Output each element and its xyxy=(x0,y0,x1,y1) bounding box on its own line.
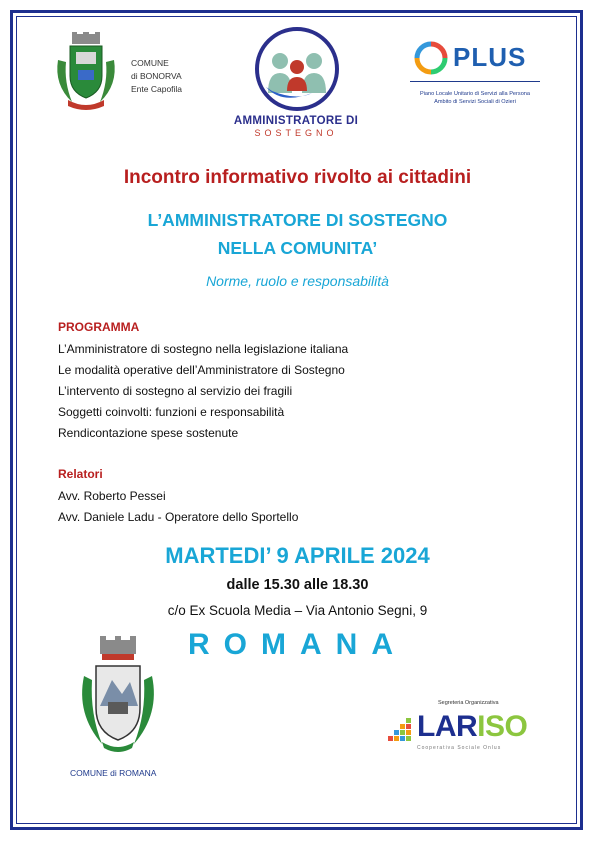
plus-subtitle xyxy=(410,90,540,106)
lariso-head: LAR xyxy=(417,710,478,743)
programma-item: Le modalità operative dell’Amministratore di Sostegno xyxy=(58,363,345,377)
plus-divider xyxy=(410,81,540,82)
event-town: ROMANA xyxy=(188,628,407,661)
event-date: MARTEDI’ 9 APRILE 2024 xyxy=(165,543,430,568)
programma-item: Rendicontazione spese sostenute xyxy=(58,426,239,440)
event-title-line1: L’AMMINISTRATORE DI SOSTEGNO xyxy=(147,210,448,230)
plus-subtitle-line: Piano Locale Unitario di Servizi alla Persona xyxy=(419,91,531,97)
comune-romana-text: COMUNE di ROMANA xyxy=(70,768,157,778)
bonorva-coat-of-arms xyxy=(50,30,122,114)
logo-title: AMMINISTRATORE DI xyxy=(233,115,359,127)
intro-heading: Incontro informativo rivolto ai cittadini xyxy=(123,167,472,188)
amministratore-logo-icon xyxy=(252,25,342,113)
comune-bonorva-text xyxy=(131,57,182,96)
relatore-item: Avv. Roberto Pessei xyxy=(58,489,166,503)
event-title-line2: NELLA COMUNITA’ xyxy=(217,238,378,258)
amministratore-logo-caption xyxy=(226,115,366,138)
programma-item: L’Amministratore di sostegno nella legislazione italiana xyxy=(58,342,349,356)
event-subtitle: Norme, ruolo e responsabilità xyxy=(206,273,389,289)
programma-item: L’intervento di sostegno al servizio dei fragili xyxy=(58,384,293,398)
plus-subtitle-line: Ambito di Servizi Sociali di Ozieri xyxy=(434,99,516,105)
programma-heading: PROGRAMMA xyxy=(58,320,140,334)
programma-item: Soggetti coinvolti: funzioni e responsabilità xyxy=(58,405,285,419)
lariso-subtitle: Cooperativa Sociale Onlus xyxy=(417,745,502,751)
segreteria-label: Segreteria Organizzativa xyxy=(438,700,499,706)
event-time: dalle 15.30 alle 18.30 xyxy=(226,577,369,593)
comune-line: di BONORVA xyxy=(131,71,182,81)
comune-line: Ente Capofila xyxy=(131,84,183,94)
relatori-heading: Relatori xyxy=(58,467,103,481)
logo-subtitle: SOSTEGNO xyxy=(254,128,338,138)
comune-line: COMUNE xyxy=(131,58,169,68)
romana-coat-of-arms xyxy=(72,636,164,762)
relatore-item: Avv. Daniele Ladu - Operatore dello Sportello xyxy=(58,510,299,524)
event-place: c/o Ex Scuola Media – Via Antonio Segni, 9 xyxy=(167,603,428,618)
lariso-tail: ISO xyxy=(477,710,528,743)
plus-logo-icon xyxy=(413,40,449,76)
plus-logo-text: PLUS xyxy=(453,42,527,72)
lariso-logo-text xyxy=(417,710,527,744)
lariso-dots-icon xyxy=(386,716,416,744)
